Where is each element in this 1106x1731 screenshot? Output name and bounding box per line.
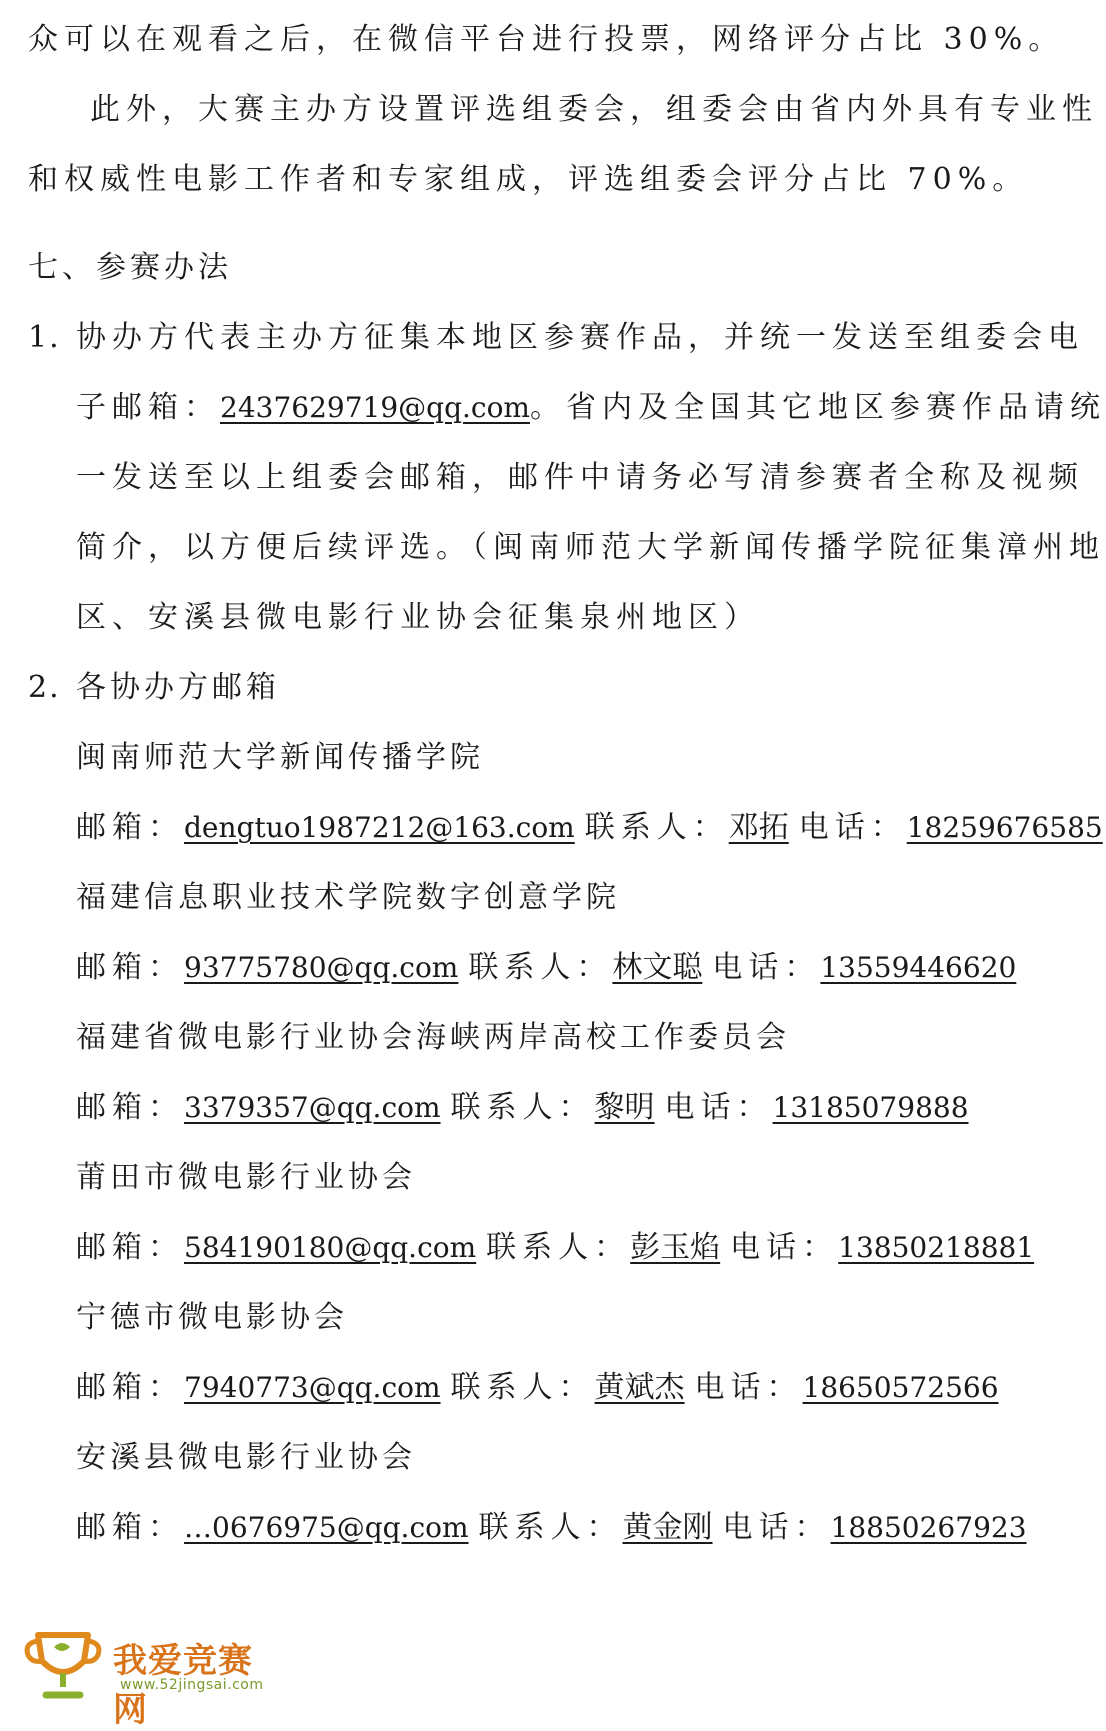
organizer-name: 莆田市微电影行业协会	[76, 1160, 416, 1195]
paragraph-voting-line: 众可以在观看之后，在微信平台进行投票，网络评分占比 30%。	[28, 22, 1065, 57]
email-label: 邮箱：	[76, 1370, 184, 1405]
paragraph-committee-line2: 和权威性电影工作者和专家组成，评选组委会评分占比 70%。	[28, 162, 1029, 197]
organizer-phone[interactable]: 13185079888	[772, 1091, 969, 1124]
phone-label: 电话：	[694, 1370, 803, 1405]
organizer-contact-person: 黄斌杰	[594, 1370, 685, 1405]
organizer-phone[interactable]: 18850267923	[830, 1511, 1027, 1544]
email-label: 邮箱：	[76, 950, 184, 985]
organizer-name: 宁德市微电影协会	[76, 1300, 348, 1335]
organizer-email-link[interactable]: 3379357@qq.com	[184, 1091, 441, 1124]
organizer-name: 安溪县微电影行业协会	[76, 1440, 416, 1475]
list-number-2: 2.	[28, 670, 61, 705]
item1-line4: 简介，以方便后续评选。（闽南师范大学新闻传播学院征集漳州地	[76, 530, 1105, 565]
phone-label: 电话：	[664, 1090, 773, 1125]
organizer-name: 福建省微电影行业协会海峡两岸高校工作委员会	[76, 1020, 790, 1055]
organizer-contact-line	[76, 948, 1016, 988]
organizer-contact-person: 彭玉焰	[630, 1230, 721, 1265]
email-label: 邮箱：	[76, 1510, 184, 1545]
organizer-name: 福建信息职业技术学院数字创意学院	[76, 880, 620, 915]
organizer-phone[interactable]: 13850218881	[838, 1231, 1035, 1264]
item1-line2	[76, 388, 1106, 428]
paragraph-committee-line1: 此外，大赛主办方设置评选组委会，组委会由省内外具有专业性	[90, 92, 1098, 127]
item1-line1: 协办方代表主办方征集本地区参赛作品，并统一发送至组委会电	[76, 320, 1084, 355]
organizer-contact-person: 林文聪	[612, 950, 703, 985]
organizer-contact-line	[76, 1088, 969, 1128]
contact-label: 联系人：	[478, 1510, 623, 1545]
contact-label: 联系人：	[584, 810, 729, 845]
contact-label: 联系人：	[486, 1230, 631, 1265]
email-label: 邮箱：	[76, 1090, 184, 1125]
organizer-phone[interactable]: 13559446620	[820, 951, 1017, 984]
item1-line5: 区、安溪县微电影行业协会征集泉州地区）	[76, 600, 760, 635]
item1-line3: 一发送至以上组委会邮箱，邮件中请务必写清参赛者全称及视频	[76, 460, 1084, 495]
organizer-contact-line	[76, 1228, 1034, 1268]
contact-label: 联系人：	[468, 950, 613, 985]
contact-label: 联系人：	[450, 1370, 595, 1405]
organizer-contact-person: 邓拓	[728, 810, 789, 845]
email-label: 邮箱：	[76, 1230, 184, 1265]
organizer-phone[interactable]: 18650572566	[802, 1371, 999, 1404]
organizer-email-link[interactable]: …0676975@qq.com	[184, 1511, 469, 1544]
organizer-contact-person: 黎明	[594, 1090, 655, 1125]
organizing-committee-email-link[interactable]: 2437629719@qq.com	[220, 391, 530, 424]
organizer-contact-line	[76, 1368, 999, 1408]
organizer-contact-person: 黄金刚	[622, 1510, 713, 1545]
watermark-site-name: 我爱竞赛网	[113, 1641, 253, 1730]
organizer-contact-line	[76, 808, 1103, 848]
phone-label: 电话：	[712, 950, 821, 985]
item2-title: 各协办方邮箱	[76, 670, 280, 705]
organizer-email-link[interactable]: 93775780@qq.com	[184, 951, 459, 984]
organizer-email-link[interactable]: dengtuo1987212@163.com	[184, 811, 575, 844]
contact-label: 联系人：	[450, 1090, 595, 1125]
trophy-logo-icon	[18, 1625, 108, 1705]
organizer-email-link[interactable]: 7940773@qq.com	[184, 1371, 441, 1404]
list-number-1: 1.	[28, 320, 61, 355]
phone-label: 电话：	[798, 810, 907, 845]
site-watermark	[18, 1625, 278, 1730]
organizer-contact-line	[76, 1508, 1027, 1548]
organizer-phone[interactable]: 18259676585	[906, 811, 1103, 844]
watermark-site-url: www.52jingsai.com	[120, 1677, 264, 1693]
email-label: 邮箱：	[76, 810, 184, 845]
organizer-email-link[interactable]: 584190180@qq.com	[184, 1231, 477, 1264]
item1-email-prefix: 子邮箱：	[76, 390, 220, 425]
phone-label: 电话：	[722, 1510, 831, 1545]
phone-label: 电话：	[730, 1230, 839, 1265]
item1-line2-suffix: 。省内及全国其它地区参赛作品请统	[529, 390, 1106, 425]
organizer-name: 闽南师范大学新闻传播学院	[76, 740, 484, 775]
section-heading: 七、参赛办法	[28, 250, 232, 285]
